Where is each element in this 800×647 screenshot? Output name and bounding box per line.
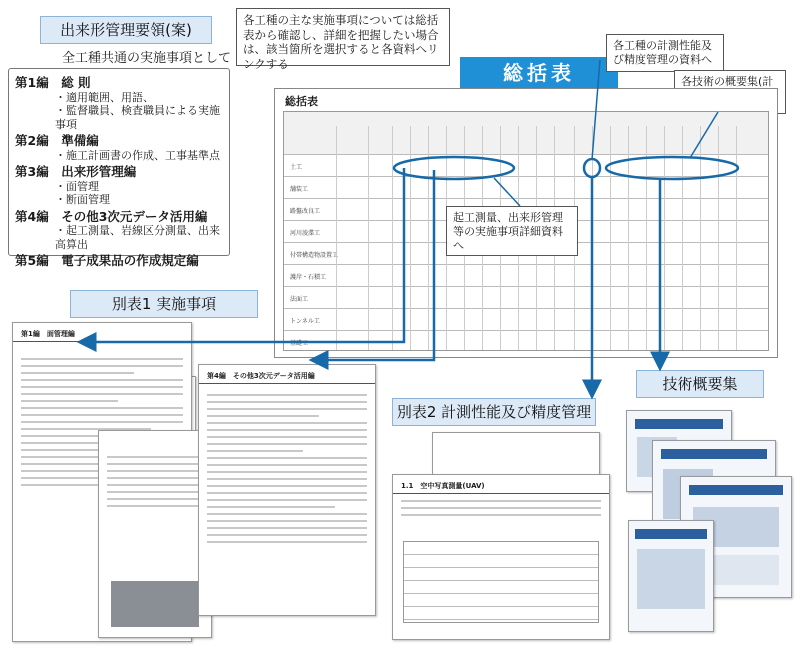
toc-item: ・適用範囲、用語、 xyxy=(55,90,154,104)
table-row-label: 土工 xyxy=(290,164,303,171)
table-row-label: 護岸・石積工 xyxy=(290,274,327,281)
toc-chapter[interactable]: 第1編 総 則 xyxy=(15,75,91,90)
table-row-label: 基礎工 xyxy=(290,340,309,347)
summary-table-title: 総括表 xyxy=(285,95,318,108)
title-box: 出来形管理要領(案) xyxy=(40,16,212,44)
toc-item: ・施工計画書の作成、工事基準点 xyxy=(55,148,220,162)
table-row-label: 河川浚渫工 xyxy=(290,230,321,237)
table1-label[interactable]: 別表1 実施事項 xyxy=(70,290,258,318)
table-row-label: 路盤改良工 xyxy=(290,208,321,215)
toc-item: ・面管理 xyxy=(55,179,99,193)
callout-survey: 起工測量、出来形管理等の実施事項詳細資料へ xyxy=(446,206,578,256)
doc3-header: 1.1 空中写真測量(UAV) xyxy=(393,475,609,494)
toc-chapter[interactable]: 第2編 準備編 xyxy=(15,133,99,148)
table-row-label: 舗装工 xyxy=(290,186,309,193)
table2-label[interactable]: 別表2 計測性能及び精度管理 xyxy=(392,398,596,426)
callout-measure: 各工種の計測性能及び精度管理の資料へ xyxy=(606,34,724,72)
toc-chapter[interactable]: 第5編 電子成果品の作成規定編 xyxy=(15,253,199,268)
doc1-header: 第1編 面管理編 xyxy=(13,323,191,342)
summary-title[interactable]: 総括表 xyxy=(460,57,618,89)
toc-item: ・起工測量、岩線区分測量、出来高算出 xyxy=(55,224,220,251)
subtitle: 全工種共通の実施事項として xyxy=(62,51,232,66)
callout-tech: 各技術の概要集(計 xyxy=(674,70,786,114)
toc-chapter[interactable]: 第3編 出来形管理編 xyxy=(15,164,137,179)
tech-label[interactable]: 技術概要集 xyxy=(636,370,764,398)
highlight-ellipse-survey xyxy=(394,157,514,179)
highlight-ellipse-tech xyxy=(606,157,738,179)
toc-item: ・断面管理 xyxy=(55,193,110,206)
doc2-header: 第4編 その他3次元データ活用編 xyxy=(199,365,375,384)
table-row-label: 法面工 xyxy=(290,296,309,303)
table-row-label: 付帯構造物設置工 xyxy=(290,252,339,259)
highlight-ellipse-measure xyxy=(584,159,600,177)
toc-item: ・監督職員、検査職員による実施事項 xyxy=(55,104,220,131)
callout-top: 各工種の主な実施事項については総括表から確認し、詳細を把握したい場合は、該当箇所を選択すると各資料へリンクする xyxy=(236,8,450,66)
toc-chapter[interactable]: 第4編 その他3次元データ活用編 xyxy=(15,208,208,224)
table-row-label: トンネル工 xyxy=(290,318,320,325)
